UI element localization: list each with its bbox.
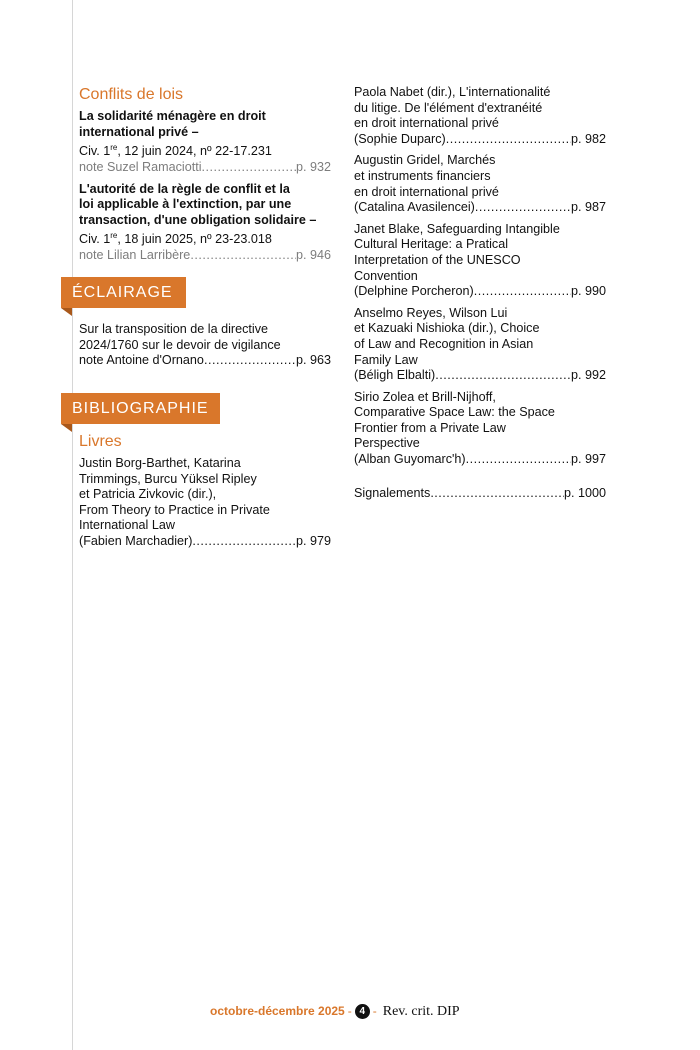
entry-page-number: p. 982 xyxy=(570,131,606,146)
section-banner-eclairage: ÉCLAIRAGE xyxy=(61,277,186,308)
entry-author-line xyxy=(354,284,606,300)
toc-entry[interactable] xyxy=(354,306,606,384)
entry-page-number: p. 997 xyxy=(570,452,606,467)
toc-entry[interactable] xyxy=(79,456,331,550)
entry-court-ref: Civ. 1re, 18 juin 2025, nº 23-23.018 xyxy=(79,231,272,247)
entry-title-line: Cultural Heritage: a Pratical xyxy=(354,237,508,252)
entry-court-ref: Civ. 1re, 12 juin 2024, nº 22-17.231 xyxy=(79,143,272,159)
entry-title-line: Convention xyxy=(354,268,418,283)
entry-page-number: p. 932 xyxy=(295,159,331,174)
entry-note-line xyxy=(79,160,331,176)
entry-title-line: Frontier from a Private Law xyxy=(354,420,506,435)
toc-entry[interactable] xyxy=(354,390,606,468)
page-margin-rule xyxy=(72,0,73,1050)
footer-journal-name: Rev. crit. DIP xyxy=(382,1004,460,1019)
entry-title-line: Perspective xyxy=(354,436,420,451)
entry-title-line: Interpretation of the UNESCO xyxy=(354,252,521,267)
entry-title-line: transaction, d'une obligation solidaire – xyxy=(79,212,317,227)
entry-title-line: 2024/1760 sur le devoir de vigilance xyxy=(79,337,281,352)
entry-reviewer: (Catalina Avasilencei) xyxy=(354,200,475,215)
dot-leader xyxy=(430,486,564,502)
bibliographie-left-section xyxy=(79,432,331,556)
entry-title-line: Justin Borg-Barthet, Katarina xyxy=(79,456,241,470)
footer-page-number: 4 xyxy=(355,1004,370,1019)
entry-title-line: en droit international privé xyxy=(354,116,499,131)
entry-title-line: en droit international privé xyxy=(354,184,499,199)
dot-leader xyxy=(475,200,571,216)
entry-title-line: Comparative Space Law: the Space xyxy=(354,405,555,420)
dot-leader xyxy=(204,353,296,369)
entry-page-number: p. 946 xyxy=(295,248,331,263)
section-heading-livres: Livres xyxy=(79,433,122,450)
footer-issue-date: octobre-décembre 2025 xyxy=(210,1004,345,1018)
entry-title-line: du litige. De l'élément d'extranéité xyxy=(354,100,543,115)
entry-note-author: note Suzel Ramaciotti xyxy=(79,159,202,174)
entry-author-line xyxy=(354,452,606,468)
entry-title-line: Trimmings, Burcu Yüksel Ripley xyxy=(79,471,257,486)
entry-reviewer: (Alban Guyomarc'h) xyxy=(354,452,466,467)
entry-note-line xyxy=(79,353,331,369)
entry-title-line: of Law and Recognition in Asian xyxy=(354,336,534,351)
entry-reviewer: (Béligh Elbalti) xyxy=(354,368,436,383)
entry-title-line: La solidarité ménagère en droit xyxy=(79,109,266,123)
entry-title-line: Paola Nabet (dir.), L'internationalité xyxy=(354,85,551,99)
entry-page-number: p. 1000 xyxy=(563,485,606,500)
entry-reviewer: (Sophie Duparc) xyxy=(354,131,446,146)
toc-entry[interactable] xyxy=(79,182,331,264)
toc-entry[interactable] xyxy=(354,153,606,215)
entry-title-line: L'autorité de la règle de conflit et la xyxy=(79,181,290,196)
entry-title-line: international privé – xyxy=(79,124,199,139)
footer-separator: - xyxy=(347,1004,352,1018)
entry-title-line: Sur la transposition de la directive xyxy=(79,322,269,336)
entry-page-number: p. 987 xyxy=(570,200,606,215)
dot-leader xyxy=(466,452,571,468)
entry-note-line xyxy=(79,248,331,264)
entry-title-line: International Law xyxy=(79,518,175,533)
entry-title-line: et Patricia Zivkovic (dir.), xyxy=(79,487,217,502)
section-banner-bibliographie: BIBLIOGRAPHIE xyxy=(61,393,220,424)
entry-title-line: et instruments financiers xyxy=(354,168,491,183)
entry-title-line: Sirio Zolea et Brill-Nijhoff, xyxy=(354,389,496,404)
entry-reviewer: (Fabien Marchadier) xyxy=(79,533,193,548)
entry-page-number: p. 992 xyxy=(570,368,606,383)
entry-author-line xyxy=(354,368,606,384)
toc-entry[interactable] xyxy=(79,322,331,369)
toc-entry[interactable] xyxy=(79,109,331,176)
dot-leader xyxy=(190,248,296,264)
dot-leader xyxy=(474,284,571,300)
entry-title-line: et Kazuaki Nishioka (dir.), Choice xyxy=(354,321,540,336)
entry-note-author: note Lilian Larribère xyxy=(79,248,191,263)
entry-page-number: p. 963 xyxy=(295,353,331,368)
entry-title-line: Augustin Gridel, Marchés xyxy=(354,153,496,168)
dot-leader xyxy=(435,368,571,384)
entry-title-line: loi applicable à l'extinction, par une xyxy=(79,197,292,212)
dot-leader xyxy=(192,534,296,550)
eclairage-section xyxy=(79,322,331,375)
entry-title-line: Janet Blake, Safeguarding Intangible xyxy=(354,221,560,236)
entry-page-number: p. 979 xyxy=(295,533,331,548)
entry-page-number: p. 990 xyxy=(570,284,606,299)
entry-note-author: note Antoine d'Ornano xyxy=(79,353,204,368)
entry-title-line: From Theory to Practice in Private xyxy=(79,502,270,517)
entry-author-line xyxy=(79,534,331,550)
entry-author-line xyxy=(354,200,606,216)
section-heading-conflits: Conflits de lois xyxy=(79,86,184,103)
signalements-label: Signalements xyxy=(354,485,431,500)
entry-author-line xyxy=(354,132,606,148)
toc-entry[interactable] xyxy=(354,85,606,147)
entry-title-line: Family Law xyxy=(354,352,418,367)
bibliographie-right-section xyxy=(354,85,606,501)
toc-entry-signalements[interactable] xyxy=(354,486,606,502)
toc-entry[interactable] xyxy=(354,222,606,300)
entry-reviewer: (Delphine Porcheron) xyxy=(354,284,474,299)
entry-title-line: Anselmo Reyes, Wilson Lui xyxy=(354,305,508,320)
footer-separator: - xyxy=(372,1004,377,1018)
dot-leader xyxy=(202,160,296,176)
conflits-section xyxy=(79,85,331,270)
dot-leader xyxy=(446,132,571,148)
